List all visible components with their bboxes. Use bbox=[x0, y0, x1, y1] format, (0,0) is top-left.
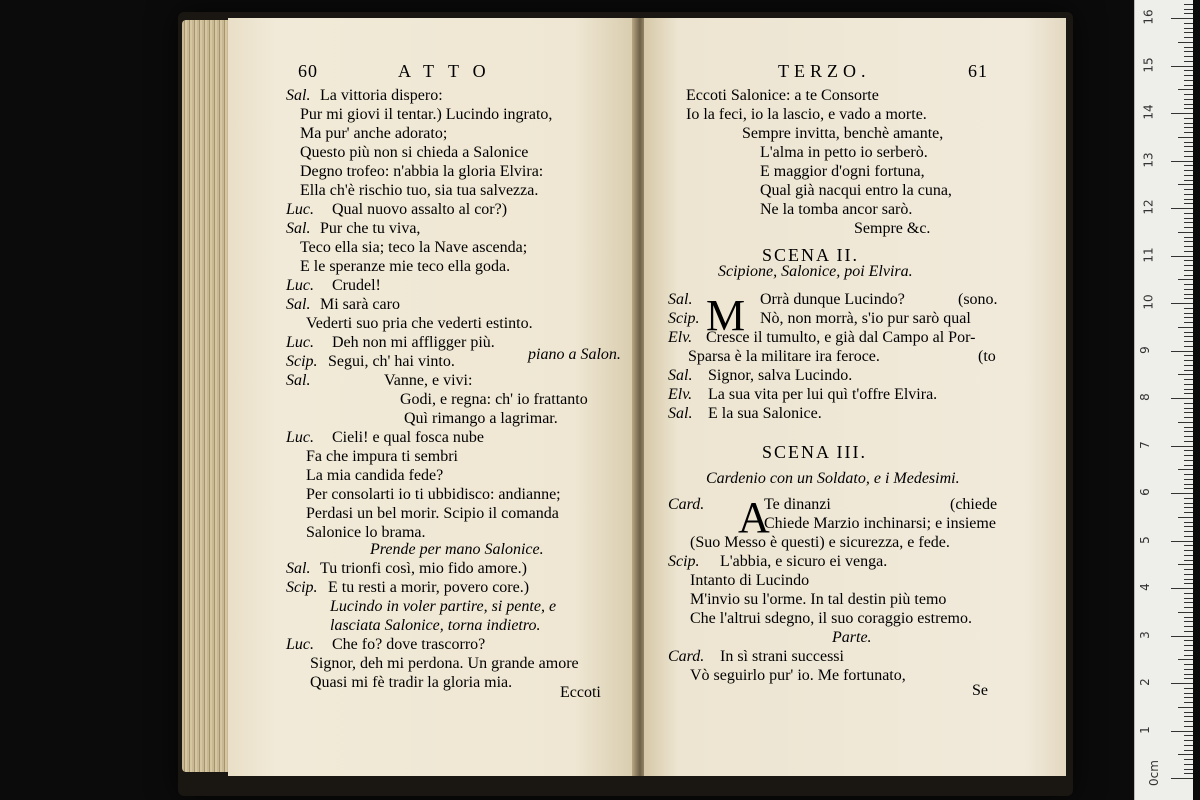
ruler-tick bbox=[1184, 313, 1193, 314]
ruler-tick bbox=[1184, 669, 1193, 670]
ruler-tick bbox=[1184, 441, 1193, 442]
verse-line: E le speranze mie teco ella goda. bbox=[300, 258, 511, 275]
ruler-tick bbox=[1184, 465, 1193, 466]
verse-line: Qual già nacqui entro la cuna, bbox=[760, 182, 952, 199]
ruler-tick bbox=[1184, 488, 1193, 489]
ruler-tick bbox=[1184, 773, 1193, 774]
ruler-number: 4 bbox=[1137, 583, 1152, 591]
ruler-tick bbox=[1171, 161, 1193, 162]
verse-line: Deh non mi affligger più. bbox=[332, 334, 495, 351]
verse-line: Questo più non si chieda a Salonice bbox=[300, 144, 529, 161]
ruler-number: 12 bbox=[1141, 199, 1156, 215]
ruler-number: 2 bbox=[1137, 678, 1152, 686]
ruler-tick bbox=[1184, 507, 1193, 508]
ruler-tick bbox=[1178, 89, 1193, 90]
verse-line: Ella ch'è rischio tuo, sia tua salvezza. bbox=[300, 182, 539, 199]
ruler-tick bbox=[1184, 322, 1193, 323]
ruler-tick bbox=[1171, 446, 1193, 447]
ruler-tick bbox=[1171, 778, 1193, 779]
ruler-number: 7 bbox=[1137, 440, 1152, 449]
ruler-tick bbox=[1184, 61, 1193, 62]
verse-line: Degno trofeo: n'abbia la gloria Elvira: bbox=[300, 163, 544, 180]
ruler-tick bbox=[1184, 688, 1193, 689]
ruler-number: 15 bbox=[1141, 56, 1156, 73]
ruler-tick bbox=[1184, 298, 1193, 299]
ruler-number: 8 bbox=[1137, 393, 1152, 401]
speaker-label: Sal. bbox=[286, 372, 311, 389]
speaker-label: Card. bbox=[668, 496, 705, 513]
speaker-label: Sal. bbox=[668, 367, 693, 384]
verse-line: Mi sarà caro bbox=[320, 296, 400, 313]
ruler-tick bbox=[1184, 241, 1193, 242]
ruler-tick bbox=[1184, 151, 1193, 152]
scene-3-heading: SCENA III. bbox=[762, 442, 867, 462]
ruler-tick bbox=[1171, 303, 1193, 304]
ruler-tick bbox=[1178, 374, 1193, 375]
ruler-tick bbox=[1184, 317, 1193, 318]
ruler-tick bbox=[1171, 256, 1193, 257]
ruler-tick bbox=[1184, 85, 1193, 86]
right-running-head: TERZO. bbox=[778, 61, 871, 81]
ruler-tick bbox=[1178, 564, 1193, 565]
ruler-tick bbox=[1184, 308, 1193, 309]
ruler-tick bbox=[1184, 275, 1193, 276]
catchword-left: Eccoti bbox=[560, 684, 601, 701]
speaker-label: Sal. bbox=[286, 87, 311, 104]
ruler-tick bbox=[1184, 735, 1193, 736]
verse-line: Ne la tomba ancor sarò. bbox=[760, 201, 913, 218]
ruler-tick bbox=[1184, 569, 1193, 570]
ruler-tick bbox=[1184, 28, 1193, 29]
left-running-head: ATTO bbox=[398, 61, 500, 81]
ruler-tick bbox=[1171, 18, 1193, 19]
ruler-tick bbox=[1184, 213, 1193, 214]
ruler-tick bbox=[1184, 94, 1193, 95]
ruler-tick bbox=[1184, 721, 1193, 722]
ruler-tick bbox=[1171, 683, 1193, 684]
verse-line: Orrà dunque Lucindo? bbox=[760, 291, 905, 308]
ruler-tick bbox=[1184, 716, 1193, 717]
speaker-label: Elv. bbox=[668, 329, 693, 346]
verse-line: Vanne, e vivi: bbox=[384, 372, 473, 389]
right-page-number: 61 bbox=[968, 61, 988, 81]
verse-line: In sì strani successi bbox=[720, 648, 844, 665]
verse-line: Teco ella sia; teco la Nave ascenda; bbox=[300, 239, 528, 256]
speaker-label: Scip. bbox=[668, 310, 700, 327]
verse-line: Chiede Marzio inchinarsi; e insieme bbox=[764, 515, 996, 532]
ruler-tick bbox=[1184, 118, 1193, 119]
verse-line: Segui, ch' hai vinto. bbox=[328, 353, 455, 370]
verse-line: (Suo Messo è questi) e sicurezza, e fede. bbox=[690, 534, 950, 551]
verse-line: Te dinanzi bbox=[764, 496, 831, 513]
ruler-tick bbox=[1184, 384, 1193, 385]
ruler-tick bbox=[1184, 108, 1193, 109]
ruler-tick bbox=[1171, 351, 1193, 352]
ruler-number: 14 bbox=[1141, 104, 1156, 120]
verse-line: E la sua Salonice. bbox=[708, 405, 822, 422]
ruler-tick bbox=[1184, 379, 1193, 380]
ruler-tick bbox=[1184, 180, 1193, 181]
ruler-tick bbox=[1184, 227, 1193, 228]
ruler-tick bbox=[1184, 132, 1193, 133]
ruler-tick bbox=[1184, 194, 1193, 195]
ruler-tick bbox=[1184, 237, 1193, 238]
ruler-tick bbox=[1178, 279, 1193, 280]
verse-line: Salonice lo brama. bbox=[306, 524, 426, 541]
scene-2-dropcap: M bbox=[706, 291, 746, 340]
ruler-tick bbox=[1184, 9, 1193, 10]
ruler-tick bbox=[1184, 365, 1193, 366]
ruler-tick bbox=[1184, 664, 1193, 665]
ruler-tick bbox=[1178, 184, 1193, 185]
ruler-tick bbox=[1184, 370, 1193, 371]
ruler-tick bbox=[1184, 4, 1193, 5]
ruler-tick bbox=[1184, 251, 1193, 252]
verse-line: Sempre &c. bbox=[854, 220, 931, 237]
ruler-tick bbox=[1171, 113, 1193, 114]
speaker-label: Card. bbox=[668, 648, 705, 665]
ruler-tick bbox=[1184, 678, 1193, 679]
ruler-tick bbox=[1178, 42, 1193, 43]
ruler-tick bbox=[1184, 640, 1193, 641]
stage-direction: Lucindo in voler partire, si pente, e bbox=[330, 598, 557, 615]
verse-line: Io la feci, io la lascio, e vado a morte. bbox=[686, 106, 927, 123]
ruler-tick bbox=[1184, 536, 1193, 537]
speaker-label: Sal. bbox=[286, 296, 311, 313]
speaker-label: Sal. bbox=[286, 560, 311, 577]
ruler-tick bbox=[1184, 393, 1193, 394]
verse-line: Cieli! e qual fosca nube bbox=[332, 429, 484, 446]
speaker-label: Elv. bbox=[668, 386, 693, 403]
speaker-label: Luc. bbox=[286, 429, 314, 446]
verse-line: Per consolarti io ti ubbidisco: andianne; bbox=[306, 486, 561, 503]
verse-line: Signor, deh mi perdona. Un grande amore bbox=[310, 655, 579, 672]
ruler-tick bbox=[1184, 32, 1193, 33]
ruler-tick bbox=[1184, 47, 1193, 48]
verse-line: Che fo? dove trascorro? bbox=[332, 636, 486, 653]
ruler-number: 9 bbox=[1137, 345, 1152, 354]
ruler-tick bbox=[1184, 346, 1193, 347]
verse-line: Vederti suo pria che vederti estinto. bbox=[306, 315, 533, 332]
ruler-tick bbox=[1184, 332, 1193, 333]
speaker-label: Luc. bbox=[286, 201, 314, 218]
ruler-tick bbox=[1184, 104, 1193, 105]
stage-direction: Prende per mano Salonice. bbox=[370, 541, 544, 558]
verse-line: L'alma in petto io serberò. bbox=[760, 144, 928, 161]
verse-line: Quì rimango a lagrimar. bbox=[404, 410, 558, 427]
ruler-tick bbox=[1184, 498, 1193, 499]
ruler-number: 10 bbox=[1141, 294, 1156, 310]
verse-line: La sua vita per lui quì t'offre Elvira. bbox=[708, 386, 938, 403]
ruler-tick bbox=[1184, 246, 1193, 247]
verse-line: Tu trionfi così, mio fido amore.) bbox=[320, 560, 527, 577]
ruler-tick bbox=[1184, 560, 1193, 561]
verse-line: La mia candida fede? bbox=[306, 467, 444, 484]
ruler-tick bbox=[1184, 218, 1193, 219]
ruler-tick bbox=[1171, 493, 1193, 494]
ruler-tick bbox=[1184, 574, 1193, 575]
ruler-number: 5 bbox=[1137, 535, 1152, 544]
ruler-tick bbox=[1184, 750, 1193, 751]
ruler-tick bbox=[1184, 360, 1193, 361]
ruler-tick bbox=[1184, 289, 1193, 290]
ruler-tick bbox=[1184, 617, 1193, 618]
ruler-tick bbox=[1171, 541, 1193, 542]
ruler-tick bbox=[1171, 636, 1193, 637]
ruler-tick bbox=[1184, 645, 1193, 646]
speaker-label: Scip. bbox=[286, 353, 318, 370]
speaker-label: Scip. bbox=[286, 579, 318, 596]
ruler-tick bbox=[1184, 631, 1193, 632]
ruler-tick bbox=[1184, 579, 1193, 580]
verse-line: E maggior d'ogni fortuna, bbox=[760, 163, 925, 180]
ruler-tick bbox=[1184, 265, 1193, 266]
stage-direction: Parte. bbox=[832, 629, 872, 646]
ruler-tick bbox=[1178, 422, 1193, 423]
speaker-label: Luc. bbox=[286, 334, 314, 351]
ruler-tick bbox=[1184, 99, 1193, 100]
ruler-tick bbox=[1178, 232, 1193, 233]
ruler-tick bbox=[1184, 726, 1193, 727]
scene-2-heading: SCENA II. bbox=[762, 245, 860, 265]
ruler-tick bbox=[1178, 707, 1193, 708]
ruler-tick bbox=[1184, 479, 1193, 480]
stage-direction: piano a Salon. bbox=[528, 346, 621, 363]
ruler-tick bbox=[1184, 450, 1193, 451]
ruler-tick bbox=[1184, 170, 1193, 171]
ruler-tick bbox=[1184, 37, 1193, 38]
ruler-tick bbox=[1184, 555, 1193, 556]
verse-line: Signor, salva Lucindo. bbox=[708, 367, 853, 384]
ruler-tick bbox=[1171, 208, 1193, 209]
ruler-tick bbox=[1178, 659, 1193, 660]
ruler-tick bbox=[1184, 56, 1193, 57]
measurement-ruler bbox=[1134, 0, 1193, 800]
ruler-tick bbox=[1184, 764, 1193, 765]
ruler-tick bbox=[1178, 469, 1193, 470]
ruler-number: 16 bbox=[1141, 9, 1156, 25]
ruler-tick bbox=[1184, 607, 1193, 608]
ruler-tick bbox=[1184, 127, 1193, 128]
verse-line: L'abbia, e sicuro ei venga. bbox=[720, 553, 888, 570]
ruler-tick bbox=[1184, 522, 1193, 523]
ruler-tick bbox=[1184, 650, 1193, 651]
page-edges bbox=[182, 20, 230, 772]
ruler-tick bbox=[1184, 51, 1193, 52]
ruler-tick bbox=[1184, 203, 1193, 204]
ruler-number: 6 bbox=[1137, 488, 1152, 496]
ruler-tick bbox=[1184, 23, 1193, 24]
ruler-tick bbox=[1184, 431, 1193, 432]
scene-3-characters: Cardenio con un Soldato, e i Medesimi. bbox=[706, 470, 960, 487]
scene-2-turnover-2: (to bbox=[978, 348, 996, 365]
ruler-tick bbox=[1184, 626, 1193, 627]
ruler-tick bbox=[1184, 189, 1193, 190]
ruler-tick bbox=[1184, 294, 1193, 295]
ruler-tick bbox=[1184, 80, 1193, 81]
verse-line: Eccoti Salonice: a te Consorte bbox=[686, 87, 879, 104]
ruler-tick bbox=[1184, 417, 1193, 418]
ruler-tick bbox=[1184, 484, 1193, 485]
verse-line: M'invio su l'orme. In tal destin più temo bbox=[690, 591, 947, 608]
ruler-tick bbox=[1184, 740, 1193, 741]
ruler-tick bbox=[1184, 693, 1193, 694]
ruler-tick bbox=[1178, 517, 1193, 518]
verse-line: Fa che impura ti sembri bbox=[306, 448, 458, 465]
ruler-tick bbox=[1184, 156, 1193, 157]
ruler-tick bbox=[1184, 455, 1193, 456]
ruler-tick bbox=[1184, 697, 1193, 698]
scene-3-turnover: (chiede bbox=[950, 496, 998, 513]
ruler-tick bbox=[1184, 260, 1193, 261]
scene-2-turnover-1: (sono. bbox=[958, 291, 998, 308]
ruler-number: 3 bbox=[1137, 630, 1152, 639]
verse-line: Pur mi giovi il tentar.) Lucindo ingrato, bbox=[300, 106, 553, 123]
speaker-label: Sal. bbox=[668, 405, 693, 422]
ruler-tick bbox=[1184, 427, 1193, 428]
ruler-tick bbox=[1184, 550, 1193, 551]
ruler-tick bbox=[1178, 327, 1193, 328]
ruler-tick bbox=[1184, 436, 1193, 437]
ruler-number: 13 bbox=[1141, 151, 1156, 168]
verse-line: Perdasi un bel morir. Scipio il comanda bbox=[306, 505, 559, 522]
verse-line: Sempre invitta, benchè amante, bbox=[742, 125, 944, 142]
ruler-tick bbox=[1184, 389, 1193, 390]
verse-line: Che l'altrui sdegno, il suo coraggio estremo. bbox=[690, 610, 972, 627]
verse-line: Crudel! bbox=[332, 277, 381, 294]
speaker-label: Sal. bbox=[668, 291, 693, 308]
verse-line: Pur che tu viva, bbox=[320, 220, 421, 237]
ruler-tick bbox=[1184, 712, 1193, 713]
ruler-tick bbox=[1184, 142, 1193, 143]
speaker-label: Scip. bbox=[668, 553, 700, 570]
verse-line: Sparsa è la militare ira feroce. bbox=[688, 348, 880, 365]
ruler-tick bbox=[1184, 759, 1193, 760]
ruler-number: 11 bbox=[1141, 246, 1156, 263]
ruler-tick bbox=[1178, 137, 1193, 138]
ruler-tick bbox=[1184, 270, 1193, 271]
ruler-tick bbox=[1184, 146, 1193, 147]
ruler-tick bbox=[1184, 355, 1193, 356]
verse-line: E tu resti a morir, povero core.) bbox=[328, 579, 530, 596]
scene-2-characters: Scipione, Salonice, poi Elvira. bbox=[718, 263, 913, 280]
verse-line: Vò seguirlo pur' io. Me fortunato, bbox=[690, 667, 906, 684]
ruler-tick bbox=[1184, 674, 1193, 675]
ruler-tick bbox=[1184, 531, 1193, 532]
scene-3-dropcap: A bbox=[738, 493, 770, 542]
ruler-tick bbox=[1184, 408, 1193, 409]
ruler-tick bbox=[1171, 588, 1193, 589]
ruler-tick bbox=[1184, 460, 1193, 461]
ruler-tick bbox=[1184, 769, 1193, 770]
verse-line: Intanto di Lucindo bbox=[690, 572, 810, 589]
left-page-number: 60 bbox=[298, 61, 318, 81]
ruler-tick bbox=[1184, 702, 1193, 703]
speaker-label: Sal. bbox=[286, 220, 311, 237]
ruler-tick bbox=[1171, 66, 1193, 67]
ruler-tick bbox=[1184, 512, 1193, 513]
ruler-tick bbox=[1184, 526, 1193, 527]
ruler-tick bbox=[1184, 199, 1193, 200]
ruler-tick bbox=[1184, 412, 1193, 413]
ruler-tick bbox=[1184, 222, 1193, 223]
ruler-tick bbox=[1184, 284, 1193, 285]
ruler-tick bbox=[1184, 13, 1193, 14]
ruler-tick bbox=[1184, 123, 1193, 124]
ruler-tick bbox=[1184, 602, 1193, 603]
ruler-tick bbox=[1184, 336, 1193, 337]
ruler-tick bbox=[1184, 175, 1193, 176]
ruler-tick bbox=[1184, 474, 1193, 475]
ruler-tick bbox=[1178, 754, 1193, 755]
ruler-tick bbox=[1184, 70, 1193, 71]
ruler-tick bbox=[1184, 583, 1193, 584]
ruler-tick bbox=[1184, 403, 1193, 404]
verse-line: Godi, e regna: ch' io frattanto bbox=[400, 391, 588, 408]
speaker-label: Luc. bbox=[286, 636, 314, 653]
ruler-tick bbox=[1184, 621, 1193, 622]
ruler-tick bbox=[1184, 75, 1193, 76]
ruler-tick bbox=[1184, 598, 1193, 599]
ruler-tick bbox=[1171, 398, 1193, 399]
ruler-tick bbox=[1184, 745, 1193, 746]
ruler-number: 1 bbox=[1137, 725, 1152, 734]
ruler-tick bbox=[1171, 731, 1193, 732]
ruler-tick bbox=[1184, 593, 1193, 594]
ruler-tick bbox=[1184, 341, 1193, 342]
ruler-tick bbox=[1184, 503, 1193, 504]
verse-line: La vittoria dispero: bbox=[320, 87, 443, 104]
speaker-label: Luc. bbox=[286, 277, 314, 294]
catchword-right: Se bbox=[972, 682, 988, 699]
verse-line: Cresce il tumulto, e già dal Campo al Por- bbox=[706, 329, 976, 346]
ruler-tick bbox=[1184, 165, 1193, 166]
ruler-tick bbox=[1184, 545, 1193, 546]
verse-line: Ma pur' anche adorato; bbox=[300, 125, 448, 142]
ruler-zero-label: 0cm bbox=[1146, 760, 1161, 786]
verse-line: Quasi mi fè tradir la gloria mia. bbox=[310, 674, 513, 691]
verse-line: Nò, non morrà, s'io pur sarò qual bbox=[760, 310, 971, 327]
verse-line: Qual nuovo assalto al cor?) bbox=[332, 201, 508, 218]
stage-direction: lasciata Salonice, torna indietro. bbox=[330, 617, 541, 634]
ruler-tick bbox=[1178, 612, 1193, 613]
ruler-tick bbox=[1184, 655, 1193, 656]
